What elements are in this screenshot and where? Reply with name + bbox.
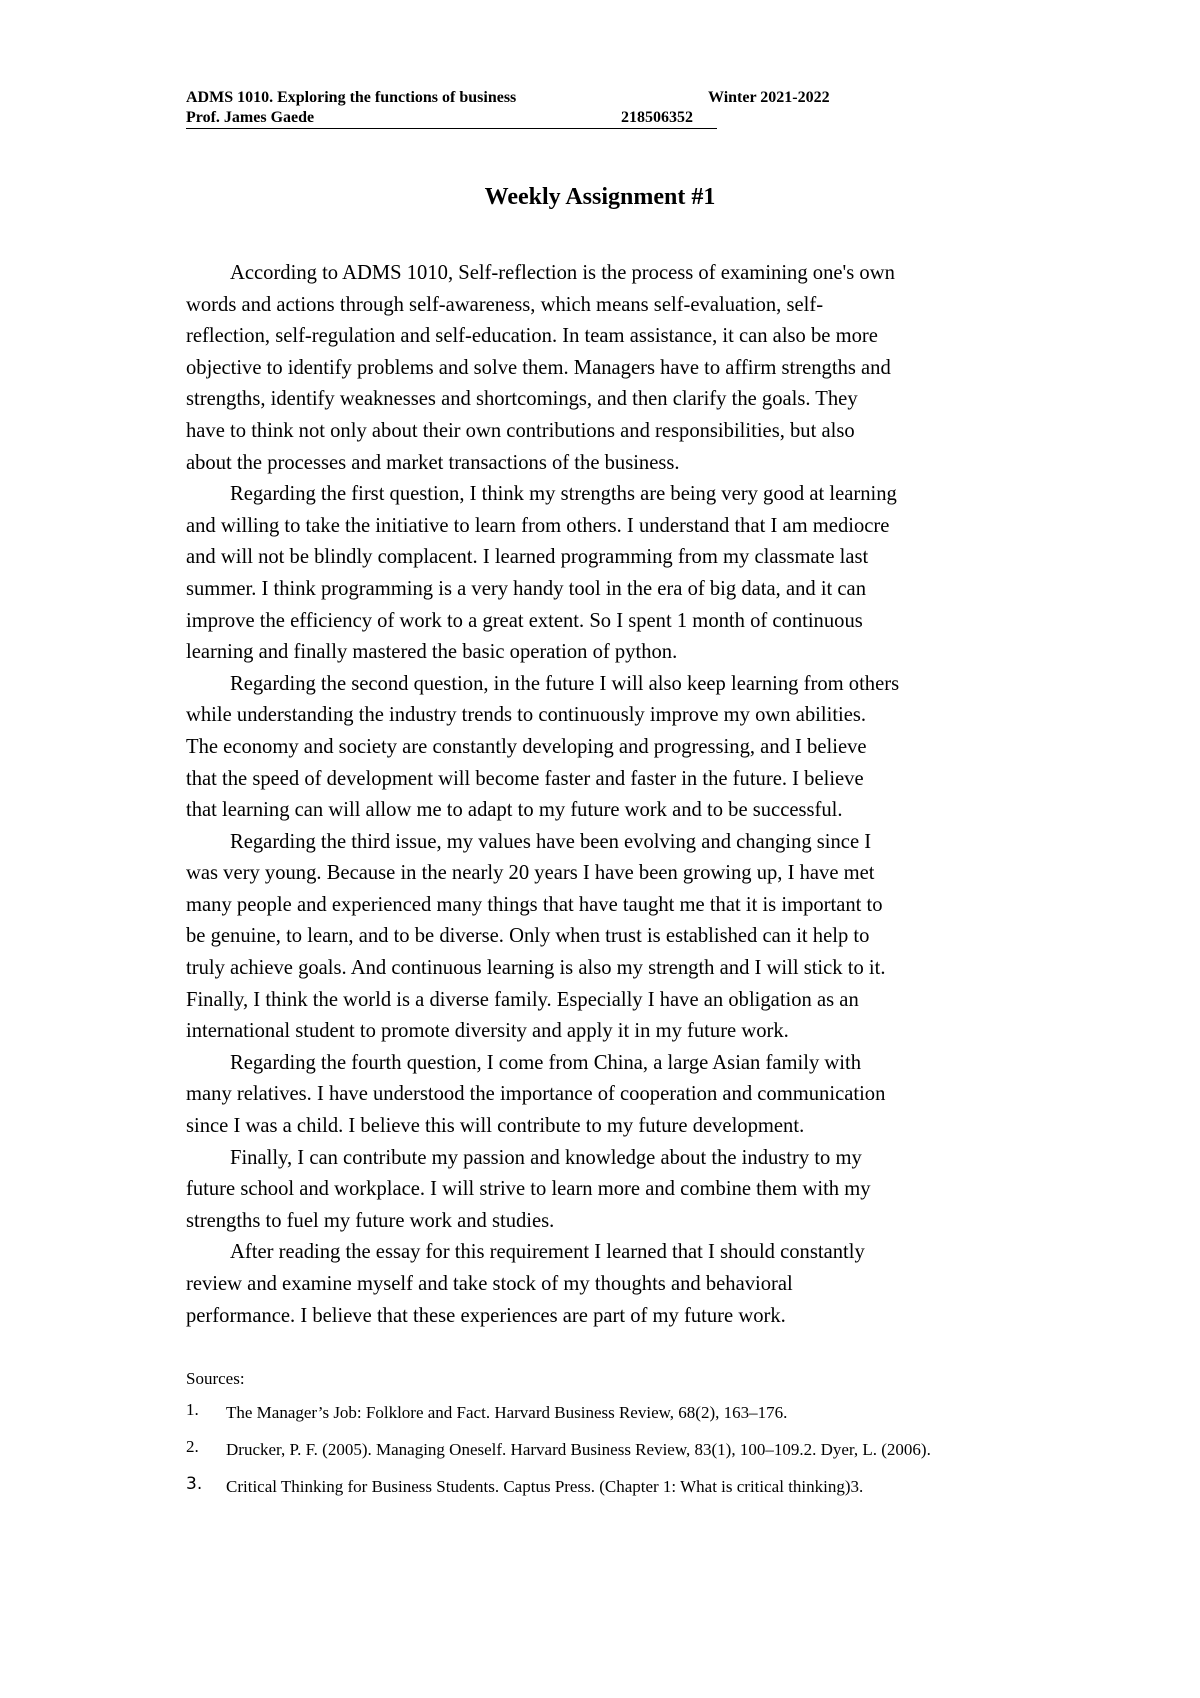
sources-section [186, 1368, 1046, 1513]
paragraph-line: reflection, self-regulation and self-education. In team assistance, it can also be more [186, 325, 878, 348]
paragraph-line: have to think not only about their own contributions and responsibilities, but also [186, 419, 855, 442]
paragraph-line: learning and finally mastered the basic operation of python. [186, 641, 678, 664]
paragraph [186, 1237, 1026, 1332]
paragraph [186, 479, 1026, 669]
source-number: 1. [186, 1400, 199, 1419]
paragraph-line: performance. I believe that these experiences are part of my future work. [186, 1304, 786, 1327]
source-item [186, 1399, 1046, 1427]
document-header [186, 88, 866, 129]
paragraph-line: international student to promote diversity and apply it in my future work. [186, 1020, 789, 1043]
source-number: 2. [186, 1437, 199, 1456]
paragraph-line: many people and experienced many things that have taught me that it is important to [186, 893, 883, 916]
paragraph [186, 827, 1026, 1048]
source-number: 3. [186, 1474, 203, 1494]
paragraph-line: and willing to take the initiative to learn from others. I understand that I am mediocre [186, 514, 890, 537]
paragraph-line: Regarding the fourth question, I come from China, a large Asian family with [230, 1051, 862, 1074]
paragraph-line: review and examine myself and take stock of my thoughts and behavioral [186, 1273, 793, 1295]
paragraph-line: strengths, identify weaknesses and shortcomings, and then clarify the goals. They [186, 388, 858, 411]
source-text: Critical Thinking for Business Students. Captus Press. (Chapter 1: What is critical thinking)3. [226, 1477, 864, 1496]
term: Winter 2021-2022 [708, 89, 830, 106]
paragraph [186, 1143, 1026, 1238]
paragraph-line: strengths to fuel my future work and studies. [186, 1209, 555, 1232]
paragraph-line: The economy and society are constantly developing and progressing, and I believe [186, 735, 867, 758]
paragraph-line: After reading the essay for this requirement I learned that I should constantly [230, 1241, 865, 1264]
header-row-course [186, 88, 866, 108]
paragraph-line: since I was a child. I believe this will contribute to my future development. [186, 1115, 805, 1138]
source-text: Drucker, P. F. (2005). Managing Oneself. Harvard Business Review, 83(1), 100–109.2. Dyer, L. (2006). [226, 1440, 931, 1459]
paragraph-line: words and actions through self-awareness, which means self-evaluation, self- [186, 293, 824, 316]
paragraph-line: that learning can will allow me to adapt to my future work and to be successful. [186, 799, 843, 822]
header-row-professor [186, 108, 717, 129]
professor-name: Prof. James Gaede [186, 109, 315, 126]
paragraph-line: objective to identify problems and solve them. Managers have to affirm strengths and [186, 356, 891, 379]
paragraph-line: while understanding the industry trends to continuously improve my own abilities. [186, 704, 867, 727]
sources-label: Sources: [186, 1369, 245, 1388]
paragraph-line: improve the efficiency of work to a great extent. So I spent 1 month of continuous [186, 609, 863, 632]
paragraph-line: Finally, I can contribute my passion and knowledge about the industry to my [230, 1146, 862, 1169]
course-title: ADMS 1010. Exploring the functions of business [186, 89, 517, 106]
paragraph [186, 669, 1026, 827]
paragraph-line: Regarding the first question, I think my strengths are being very good at learning [230, 483, 897, 506]
paragraph-line: truly achieve goals. And continuous learning is also my strength and I will stick to it. [186, 957, 886, 980]
source-text: The Manager’s Job: Folklore and Fact. Harvard Business Review, 68(2), 163–176. [226, 1403, 788, 1422]
student-id: 218506352 [621, 109, 693, 126]
paragraph-line: about the processes and market transactions of the business. [186, 451, 680, 474]
paragraph-line: Regarding the third issue, my values have been evolving and changing since I [230, 830, 872, 853]
page-title: Weekly Assignment #1 [484, 184, 716, 210]
paragraph-line: was very young. Because in the nearly 20 years I have been growing up, I have met [186, 862, 875, 885]
paragraph-line: be genuine, to learn, and to be diverse. Only when trust is established can it help to [186, 925, 870, 948]
sources-list [186, 1399, 1046, 1501]
source-item [186, 1473, 1046, 1501]
paragraph-line: summer. I think programming is a very handy tool in the era of big data, and it can [186, 577, 866, 600]
paragraph-line: According to ADMS 1010, Self-reflection is the process of examining one's own [230, 262, 895, 284]
paragraph-line: and will not be blindly complacent. I learned programming from my classmate last [186, 546, 869, 569]
paragraph [186, 258, 1026, 479]
essay-body [186, 258, 1026, 1332]
paragraph-line: future school and workplace. I will strive to learn more and combine them with my [186, 1178, 871, 1201]
paragraph-line: Finally, I think the world is a diverse family. Especially I have an obligation as an [186, 988, 859, 1011]
paragraph-line: that the speed of development will become faster and faster in the future. I believe [186, 767, 864, 790]
paragraph-line: many relatives. I have understood the importance of cooperation and communication [186, 1083, 886, 1106]
source-item [186, 1436, 1046, 1464]
paragraph-line: Regarding the second question, in the future I will also keep learning from others [230, 672, 900, 695]
paragraph [186, 1048, 1026, 1143]
